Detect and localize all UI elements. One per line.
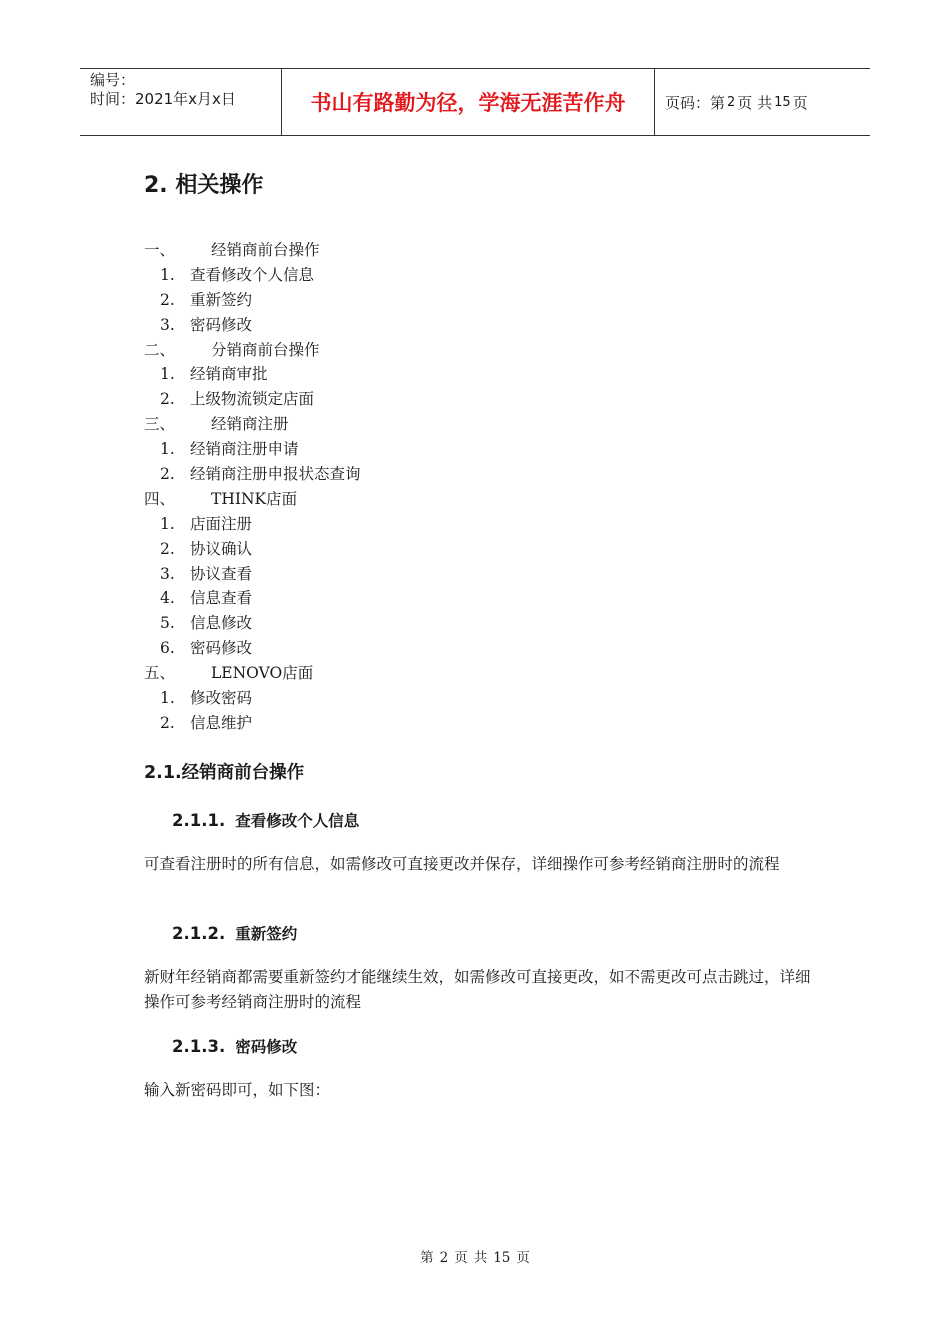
page-suffix: 页 <box>792 93 808 112</box>
section-mark: 一、 <box>144 241 176 259</box>
item-number: 3. <box>160 315 175 334</box>
footer-text: 第 <box>420 1250 434 1266</box>
chapter-title: 2. 相关操作 <box>144 173 264 198</box>
list-item <box>144 711 361 736</box>
operation-list <box>144 238 361 736</box>
item-number: 4. <box>160 589 175 608</box>
footer-text: 页 <box>516 1250 530 1266</box>
section-mark: 三、 <box>144 415 176 434</box>
list-item <box>144 512 361 537</box>
header-meta <box>80 69 282 135</box>
page-mid: 页 共 <box>737 93 773 112</box>
page-header <box>80 68 870 136</box>
subsection-heading <box>172 1035 297 1057</box>
section-mark: 二、 <box>144 340 176 359</box>
section-number: 2.1. <box>144 763 182 783</box>
item-number: 1. <box>160 514 175 533</box>
list-item <box>144 636 361 661</box>
subsection-title: 重新签约 <box>235 925 298 943</box>
list-section <box>144 412 361 437</box>
item-number: 1. <box>160 440 175 459</box>
item-number: 2. <box>160 465 175 484</box>
item-label: 密码修改 <box>190 315 253 334</box>
list-item <box>144 611 361 636</box>
subsection-heading <box>172 809 359 831</box>
section-mark: 五、 <box>144 664 176 683</box>
item-number: 2. <box>160 539 175 558</box>
header-page-info <box>655 69 870 135</box>
item-number: 1. <box>160 265 175 284</box>
list-item <box>144 562 361 587</box>
item-label: 协议确认 <box>190 539 253 558</box>
footer-text: 共 <box>473 1250 488 1266</box>
doc-code-label: 编号： <box>90 71 136 89</box>
item-label: 重新签约 <box>190 290 253 309</box>
subsection-number: 2.1.3. <box>172 1037 226 1056</box>
item-label: 店面注册 <box>190 514 253 533</box>
page-prefix: 页码：第 <box>665 93 726 112</box>
subsection-title: 密码修改 <box>235 1038 298 1056</box>
list-section <box>144 338 361 363</box>
item-label: 修改密码 <box>190 689 253 708</box>
list-section <box>144 487 361 512</box>
section-label: 分销商前台操作 <box>211 340 320 359</box>
list-item <box>144 586 361 611</box>
list-section <box>144 661 361 686</box>
footer-page-number: 2 <box>439 1250 449 1266</box>
section-heading <box>144 759 304 784</box>
item-label: 信息维护 <box>190 713 253 732</box>
item-label: 经销商注册申请 <box>190 440 299 459</box>
section-label: 经销商注册 <box>211 415 289 434</box>
item-number: 3. <box>160 564 175 583</box>
item-label: 经销商审批 <box>190 365 268 384</box>
subsection-heading <box>172 922 297 944</box>
page-footer <box>0 1246 950 1266</box>
item-number: 5. <box>160 614 175 633</box>
page-number: 2 <box>727 94 736 110</box>
list-item <box>144 537 361 562</box>
item-label: 信息修改 <box>190 614 253 633</box>
item-number: 2. <box>160 390 175 409</box>
doc-time-label: 时间：2021年x月x日 <box>90 90 236 108</box>
list-item <box>144 437 361 462</box>
list-item <box>144 263 361 288</box>
list-item <box>144 686 361 711</box>
footer-page-total: 15 <box>493 1250 511 1266</box>
list-item <box>144 462 361 487</box>
list-item <box>144 362 361 387</box>
section-title: 经销商前台操作 <box>181 763 305 783</box>
paragraph: 新财年经销商都需要重新签约才能继续生效，如需修改可直接更改，如不需更改可点击跳过，详细操作可参考经销商注册时的流程 <box>144 968 811 1011</box>
item-number: 1. <box>160 689 175 708</box>
item-number: 1. <box>160 365 175 384</box>
section-mark: 四、 <box>144 489 176 508</box>
list-item <box>144 313 361 338</box>
paragraph: 输入新密码即可，如下图： <box>144 1081 331 1099</box>
item-number: 2. <box>160 713 175 732</box>
list-item <box>144 288 361 313</box>
item-label: 上级物流锁定店面 <box>190 390 315 409</box>
header-motto: 书山有路勤为径，学海无涯苦作舟 <box>282 69 655 135</box>
item-number: 2. <box>160 290 175 309</box>
subsection-number: 2.1.2. <box>172 924 226 943</box>
item-label: 经销商注册申报状态查询 <box>190 465 361 484</box>
subsection-title: 查看修改个人信息 <box>235 812 360 830</box>
item-label: 协议查看 <box>190 564 253 583</box>
paragraph: 可查看注册时的所有信息，如需修改可直接更改并保存，详细操作可参考经销商注册时的流程 <box>144 855 780 873</box>
section-label: LENOVO店面 <box>211 664 314 683</box>
list-section <box>144 238 361 263</box>
item-label: 信息查看 <box>190 589 253 608</box>
footer-text: 页 <box>454 1250 468 1266</box>
section-label: THINK店面 <box>211 489 298 508</box>
section-label: 经销商前台操作 <box>211 241 320 259</box>
item-label: 密码修改 <box>190 639 253 658</box>
subsection-number: 2.1.1. <box>172 811 226 830</box>
item-label: 查看修改个人信息 <box>190 265 315 284</box>
page-total: 15 <box>774 94 791 110</box>
list-item <box>144 387 361 412</box>
item-number: 6. <box>160 639 175 658</box>
